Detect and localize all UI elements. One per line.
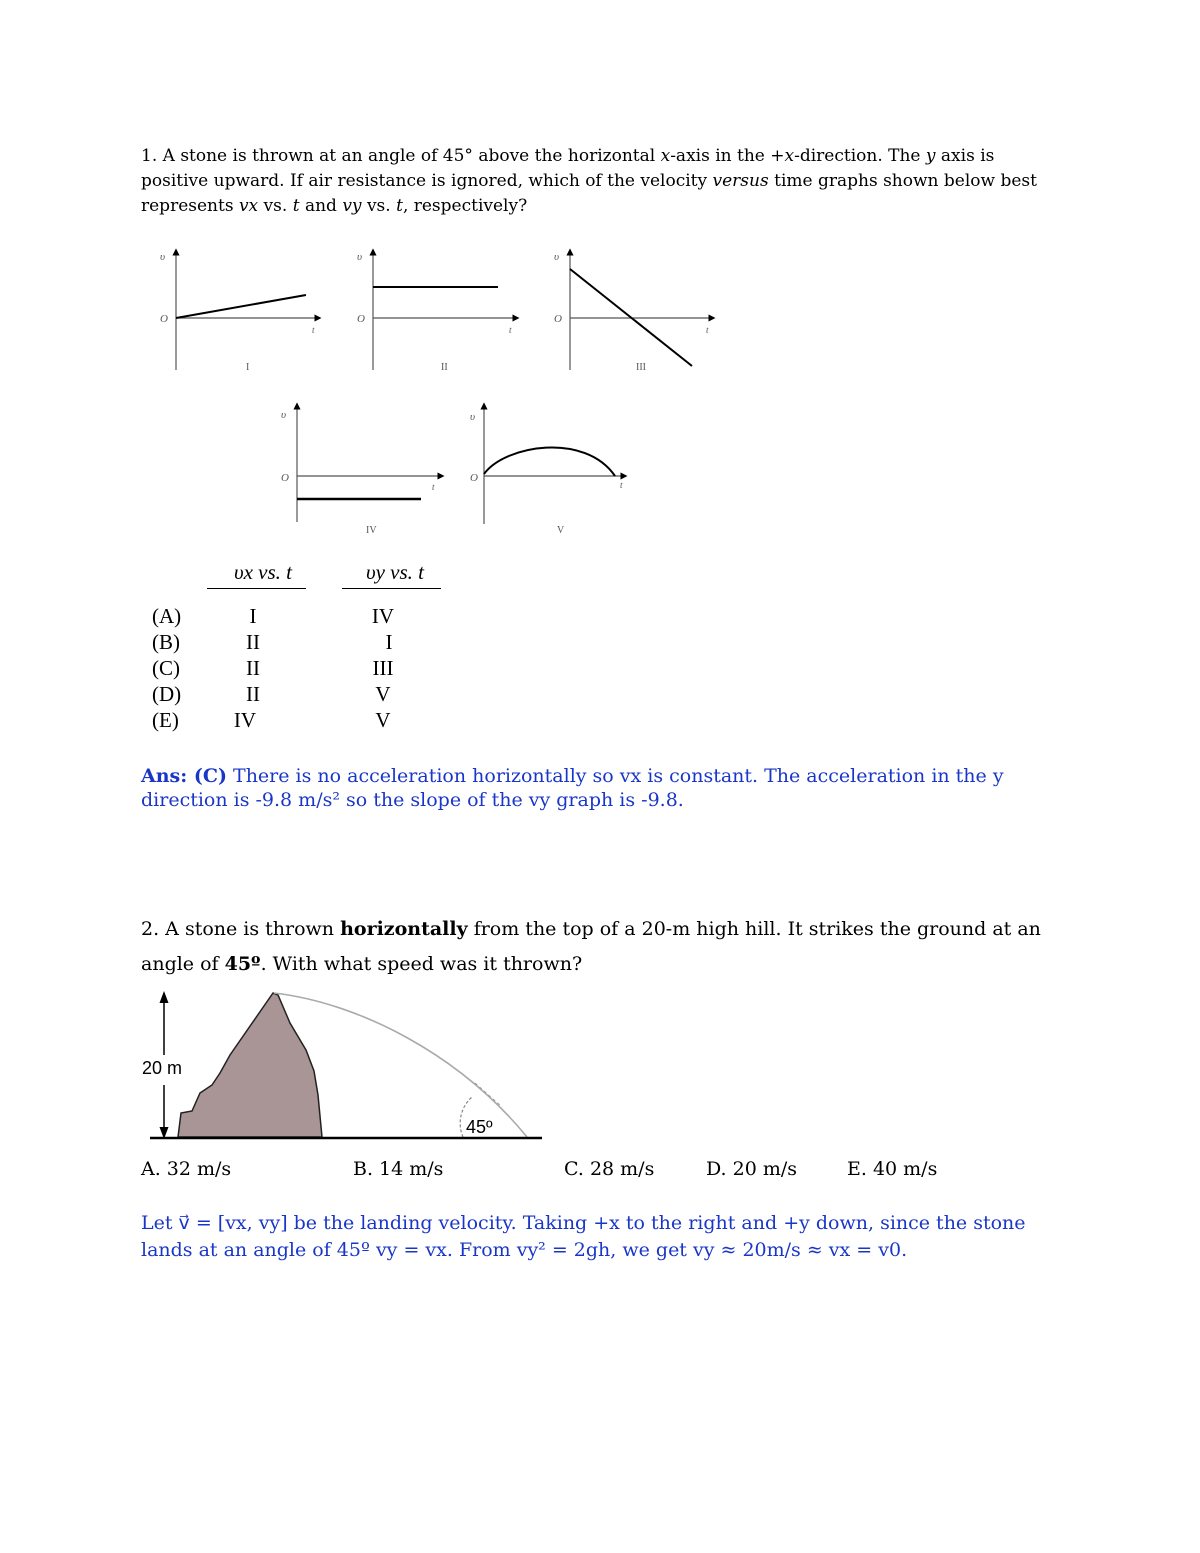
svg-text:υ: υ	[357, 251, 363, 263]
explanation-2	[141, 1210, 1061, 1264]
table-row-c-opt: (C)	[152, 656, 180, 680]
table-row-c-vy: III	[372, 656, 394, 680]
choice-e: E. 40 m/s	[847, 1158, 938, 1180]
table-row-b-vx: II	[246, 630, 260, 654]
table-row-d-opt: (D)	[152, 682, 182, 706]
origin: O	[160, 313, 168, 325]
question-1: 1. A stone is thrown at an angle of 45° above the horizontal x-axis in the +x-direction. The y axis is positive upward. If air resistance is ignored, which of the velocity versus time graphs shown below best represents vx vs. t and vy vs. t, respectively?	[141, 146, 1037, 216]
table-header-vx: υx vs. t	[233, 560, 293, 584]
table-row-b-opt: (B)	[152, 630, 180, 654]
axis-v: υ	[160, 251, 166, 263]
height-label: 20 m	[142, 1058, 183, 1078]
svg-text:t: t	[620, 480, 623, 490]
graph-label-i: I	[246, 362, 250, 373]
svg-text:t: t	[509, 325, 512, 335]
choice-b: B. 14 m/s	[353, 1158, 444, 1180]
explanation-line-1: Let v⃗ = [vx, vy] be the landing velocity. Taking +x to the right and +y down, since the stone	[141, 1212, 1026, 1234]
hill-shape	[178, 993, 322, 1137]
table-row-e-vx: IV	[233, 708, 257, 732]
velocity-graphs	[0, 0, 1200, 560]
choice-c: C. 28 m/s	[564, 1158, 655, 1180]
choice-a: A. 32 m/s	[141, 1158, 232, 1180]
graph-label-v: V	[557, 525, 565, 536]
svg-text:O: O	[281, 472, 289, 484]
graph-i-line	[176, 295, 306, 318]
svg-text:O: O	[357, 313, 365, 325]
table-header-vy: υy vs. t	[365, 560, 425, 584]
table-row-b-vy: I	[385, 630, 393, 654]
svg-text:υ: υ	[281, 409, 287, 421]
svg-text:t: t	[706, 325, 709, 335]
svg-text:O: O	[554, 313, 562, 325]
table-row-a-vx: I	[249, 604, 257, 628]
graph-label-ii: II	[441, 362, 448, 373]
question-2: 2. A stone is thrown horizontally from the top of a 20-m high hill. It strikes the ground at an angle of 45º. With what speed was it thrown?	[141, 918, 1041, 975]
svg-text:O: O	[470, 472, 478, 484]
graph-i	[160, 251, 318, 373]
table-row-e-vy: V	[375, 708, 391, 732]
q1-number: 1.	[141, 146, 158, 166]
graph-ii	[357, 251, 516, 373]
answer-1	[141, 764, 1041, 812]
table-row-c-vx: II	[246, 656, 260, 680]
svg-text:υ: υ	[554, 251, 560, 263]
angle-label: 45º	[466, 1117, 493, 1137]
explanation-line-2: lands at an angle of 45º vy = vx. From vy² = 2gh, we get vy ≈ 20m/s ≈ vx = v0.	[141, 1239, 908, 1261]
graph-label-iv: IV	[366, 525, 377, 536]
table-row-d-vx: II	[246, 682, 260, 706]
graph-v-curve	[484, 447, 615, 476]
q2-number: 2.	[141, 918, 160, 940]
answer-1-label: Ans: (C)	[141, 765, 227, 787]
hill-figure	[130, 985, 550, 1145]
axis-t: t	[312, 325, 315, 335]
table-row-a-opt: (A)	[152, 604, 182, 628]
svg-text:υ: υ	[470, 411, 476, 423]
table-row-d-vy: V	[375, 682, 391, 706]
table-rule-1	[207, 588, 306, 589]
graph-iv	[281, 406, 441, 536]
choice-d: D. 20 m/s	[706, 1158, 798, 1180]
svg-text:t: t	[432, 482, 435, 492]
graph-label-iii: III	[636, 362, 646, 373]
answer-1-text: There is no acceleration horizontally so vx is constant. The acceleration in the y direction is -9.8 m/s² so the slope of the vy graph is -9.8.	[141, 765, 1004, 811]
table-row-a-vy: IV	[371, 604, 395, 628]
table-row-e-opt: (E)	[152, 708, 179, 732]
graph-iii	[554, 251, 712, 373]
graph-v	[470, 406, 624, 536]
table-rule-2	[342, 588, 441, 589]
